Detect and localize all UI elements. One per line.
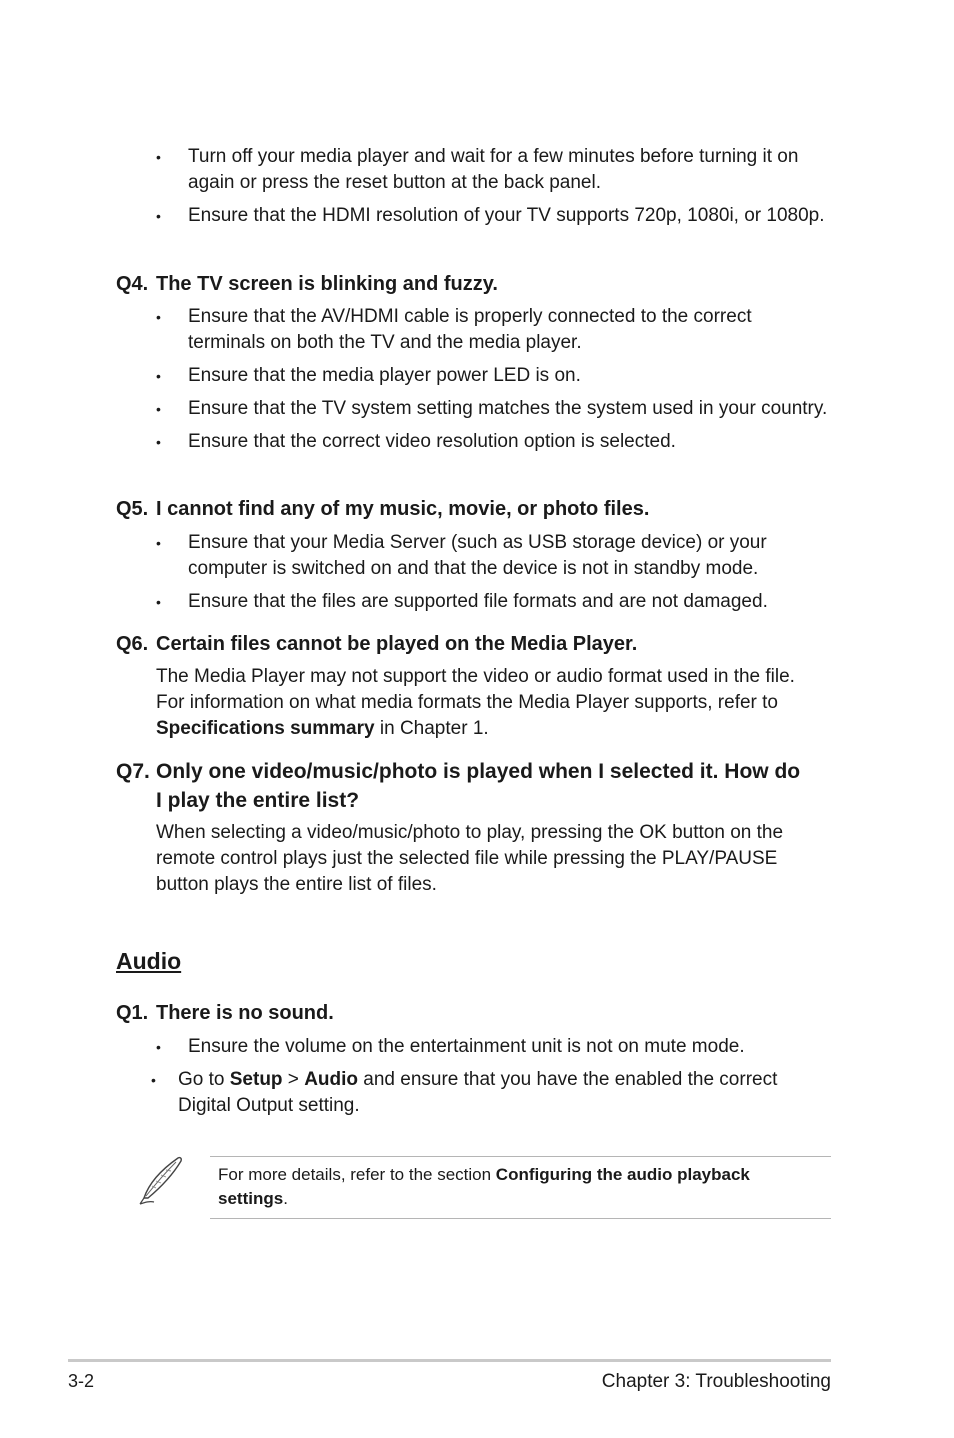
note-text-part: . — [283, 1189, 288, 1208]
list-item: • Ensure that the AV/HDMI cable is properly connected to the correct terminals on both the TV and the media player. — [150, 304, 830, 356]
question-title: I cannot find any of my music, movie, or photo files. — [156, 498, 650, 520]
question-title: Certain files cannot be played on the Media Player. — [156, 633, 638, 655]
list-item — [145, 1067, 825, 1119]
audio-q1-bullet-list — [150, 1034, 830, 1126]
q5-heading — [116, 495, 836, 523]
question-title: The TV screen is blinking and fuzzy. — [156, 273, 498, 295]
question-number: Q7. — [116, 760, 150, 783]
answer-text: in Chapter 1. — [374, 718, 489, 739]
question-title: Only one video/music/photo is played when I selected it. How do — [156, 760, 801, 783]
question-number: Q6. — [116, 633, 149, 655]
question-number: Q4. — [116, 273, 149, 295]
question-number: Q5. — [116, 498, 149, 520]
footer-divider — [68, 1359, 831, 1362]
question-title-continued: I play the entire list? — [156, 789, 360, 812]
note-section-reference: Configuring the audio playback settings — [218, 1165, 750, 1208]
top-bullet-list — [150, 144, 830, 236]
note-top-divider — [210, 1156, 831, 1157]
list-item: • Ensure that your Media Server (such as USB storage device) or your computer is switched on and that the device is not in standby mode. — [150, 530, 830, 582]
q5-bullet-list — [150, 530, 830, 622]
page-number: 3-2 — [68, 1371, 95, 1391]
audio-menu-reference: Audio — [304, 1069, 359, 1090]
q6-heading — [116, 630, 836, 658]
q6-answer — [156, 664, 826, 742]
list-text: Go to — [178, 1069, 230, 1090]
list-item: • Ensure that the TV system setting matches the system used in your country. — [150, 396, 830, 422]
q4-heading — [116, 270, 836, 298]
list-item: • Ensure the volume on the entertainment unit is not on mute mode. — [150, 1034, 830, 1060]
note-bottom-divider — [210, 1218, 831, 1219]
q4-bullet-list — [150, 304, 830, 462]
chapter-title: Chapter 3: Troubleshooting — [601, 1371, 831, 1392]
answer-text: The Media Player may not support the video or audio format used in the file. For information on what media formats the Media Player supports, refer to — [156, 666, 795, 713]
note-text-part: For more details, refer to the section — [218, 1165, 496, 1184]
list-item: • Ensure that the HDMI resolution of your TV supports 720p, 1080i, or 1080p. — [150, 203, 830, 229]
q7-answer: When selecting a video/music/photo to play, pressing the OK button on the remote control plays just the selected file while pressing the PLAY/PAUSE button plays the entire list of files. — [156, 822, 784, 895]
audio-section-heading: Audio — [116, 948, 182, 974]
pen-icon — [134, 1152, 188, 1206]
list-item: • Ensure that the files are supported file formats and are not damaged. — [150, 589, 830, 615]
list-item: • Ensure that the correct video resolution option is selected. — [150, 429, 830, 455]
list-item: • Turn off your media player and wait for a few minutes before turning it on again or press the reset button at the back panel. — [150, 144, 830, 196]
list-item: • Ensure that the media player power LED is on. — [150, 363, 830, 389]
audio-q1-heading — [116, 999, 836, 1027]
question-number: Q1. — [116, 1002, 149, 1024]
list-text: and ensure that you have the enabled the correct Digital Output setting. — [178, 1069, 778, 1116]
list-text: > — [282, 1069, 305, 1090]
q7-heading — [116, 757, 836, 815]
note-text — [218, 1163, 818, 1211]
setup-menu-reference: Setup — [229, 1069, 283, 1090]
specifications-summary-reference: Specifications summary — [156, 718, 375, 739]
question-title: There is no sound. — [156, 1002, 334, 1024]
